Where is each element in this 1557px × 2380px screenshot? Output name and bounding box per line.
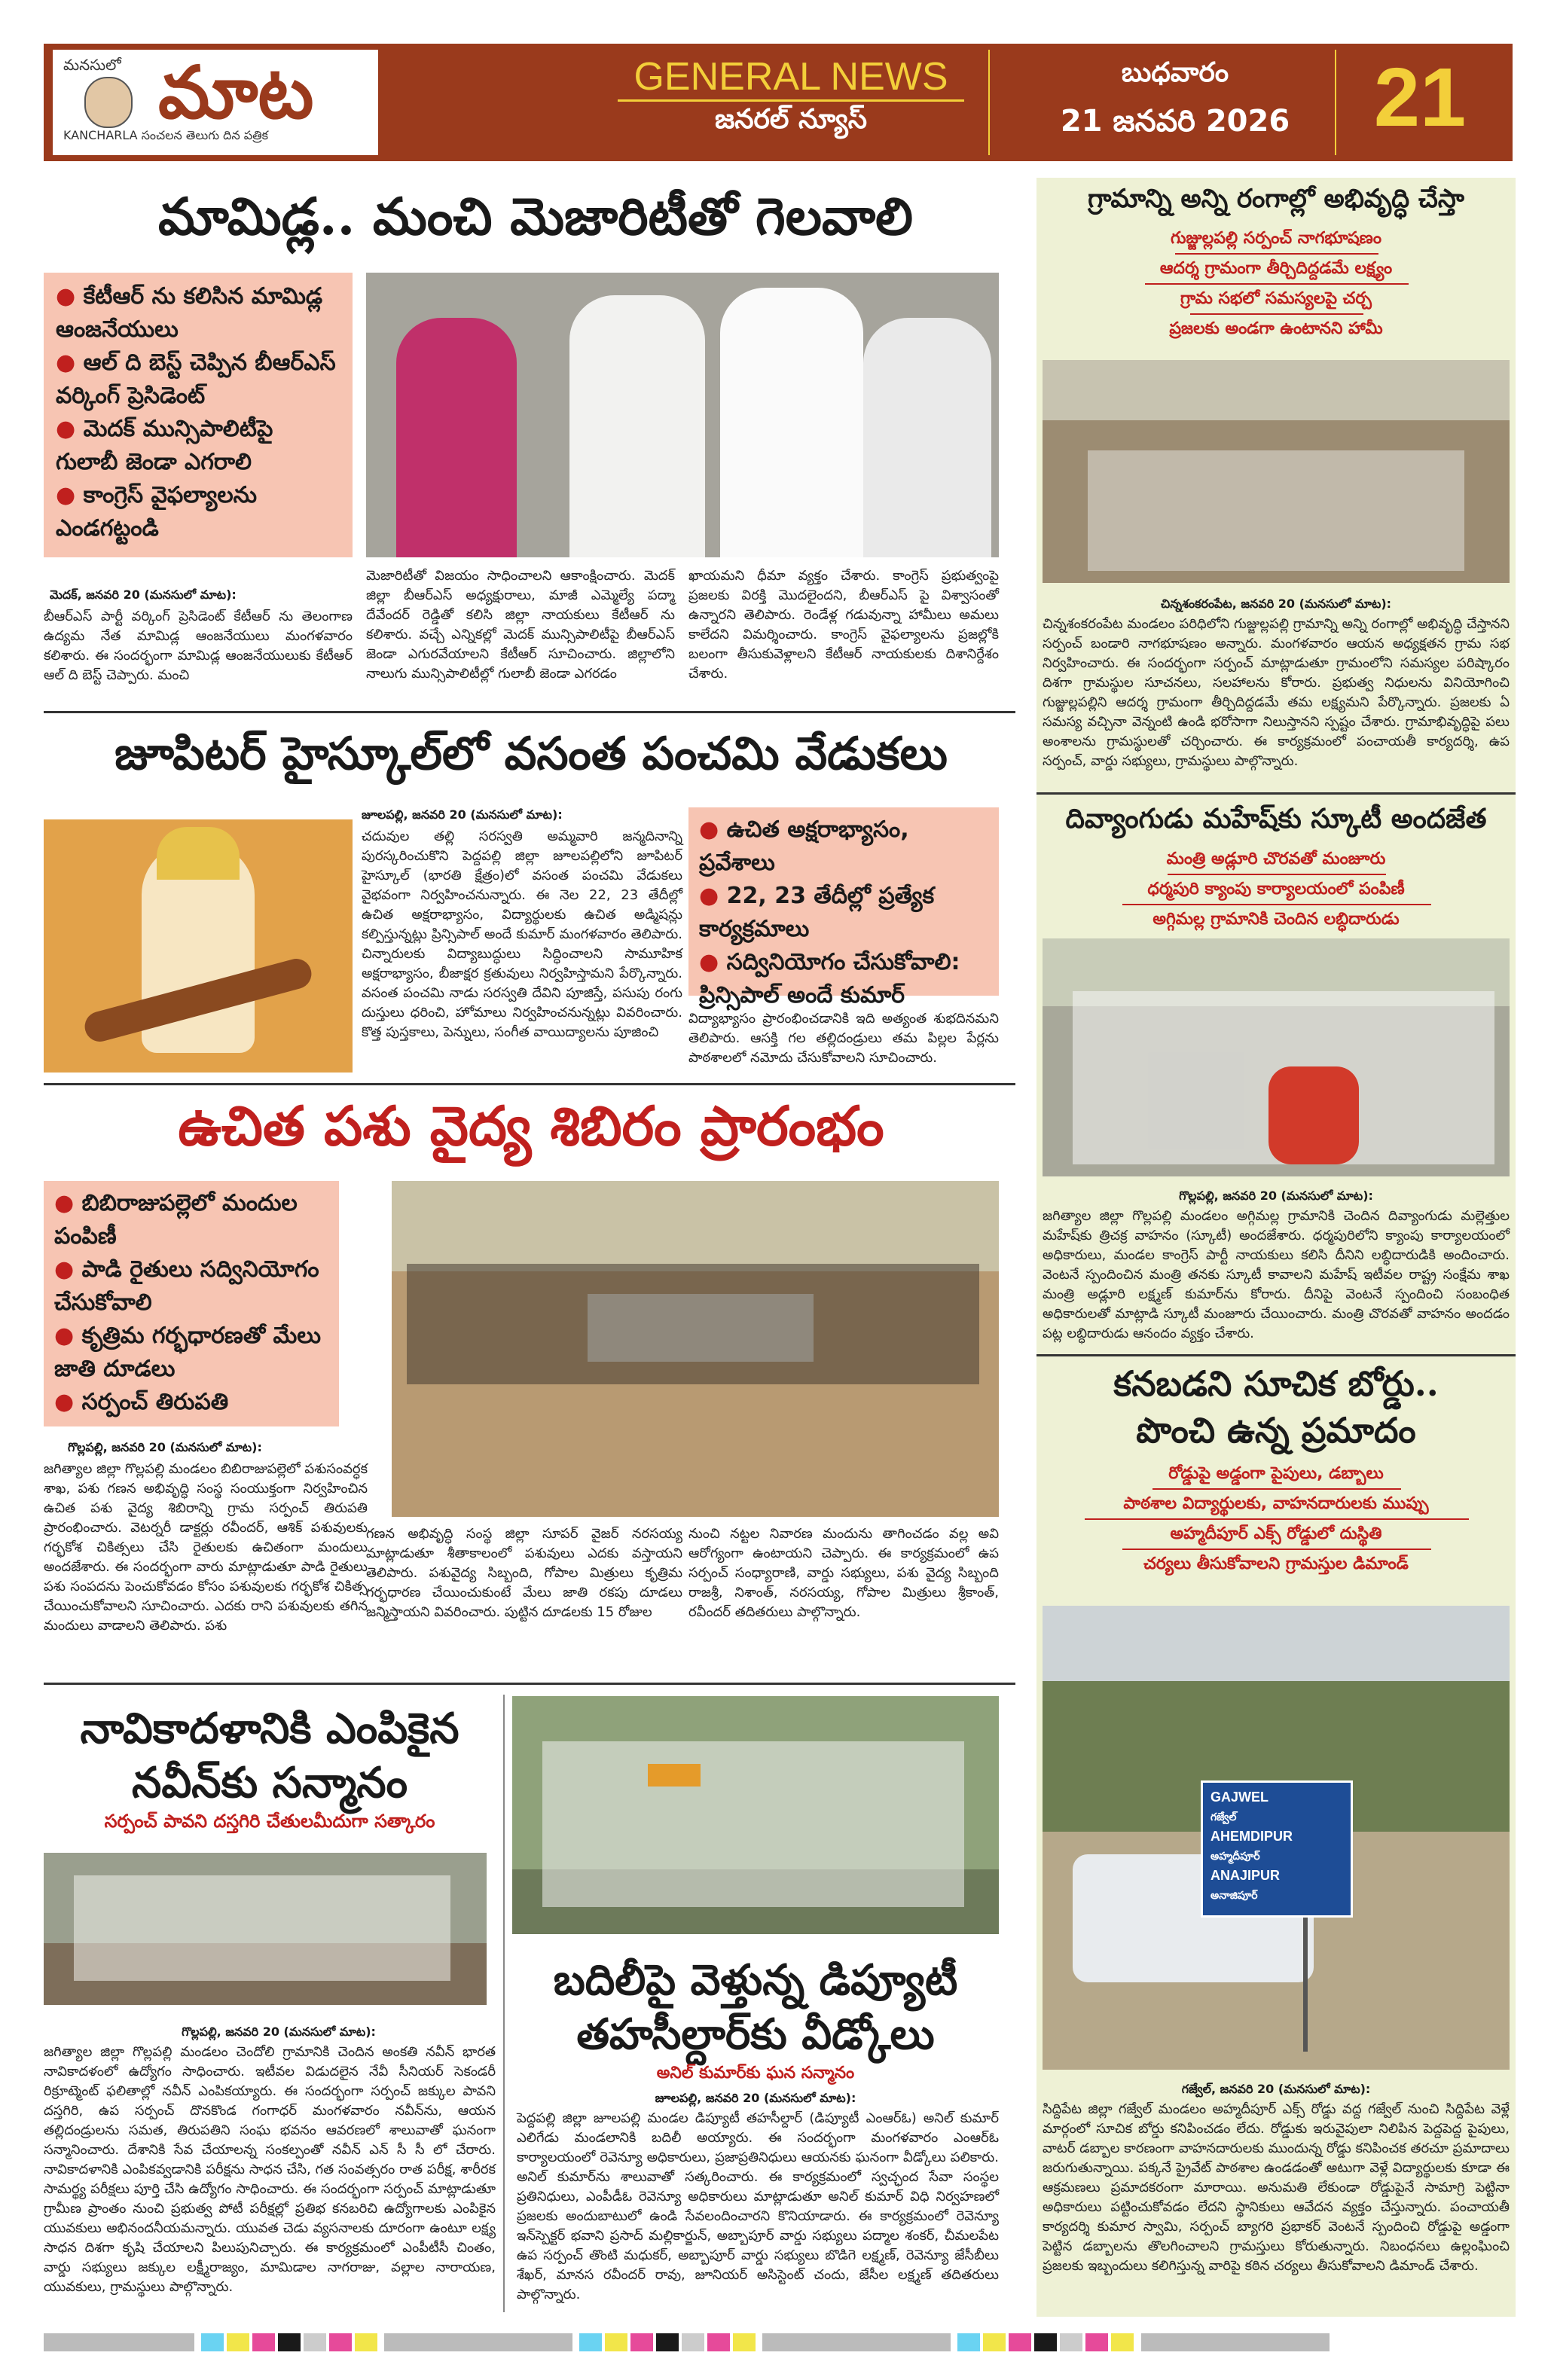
story3-highlights-box [44,1181,339,1426]
right1-photo [1043,360,1510,583]
subhead-underline [1168,874,1386,875]
story2-headline: జూపిటర్ హైస్కూల్‌లో వసంత పంచమి వేడుకలు [114,728,948,780]
logo-small-text: మనసులో [63,56,121,74]
story5-headline: బదిలీపై వెళ్తున్న డిప్యూటీ [553,1955,958,2005]
subhead-underline [1152,1488,1401,1490]
story2-dateline: జూలపల్లి, జనవరి 20 (మనసులో మాట): [362,807,563,822]
right3-subhead: పాఠశాల విద్యార్థులకు, వాహనదారులకు ముప్పు [1123,1494,1429,1513]
subhead-underline [1190,313,1363,315]
sign-text: ANAJIPUR [1210,1868,1281,1883]
story5-dateline: జూలపల్లి, జనవరి 20 (మనసులో మాట): [655,2091,856,2105]
right1-dateline: చిన్నశంకరంపేట, జనవరి 20 (మనసులో మాట): [1160,597,1392,611]
sign-text: గజ్వేల్ [1210,1811,1237,1823]
right3-photo [1043,1606,1510,2070]
highlight-item: ● పాడి రైతులు సద్వినియోగం చేసుకోవాలి [54,1256,319,1316]
story3-body: జగిత్యాల జిల్లా గొల్లపల్లి మండలం బిబిరాజుపల్లెలో పశుసంవర్ధక శాఖ, పశు గణన అభివృద్ధి సంస్థ సంయుక్తంగా నిర్వహించిన ఉచిత పశు వైద్య శిబిరాన్ని గ్రామ సర్పంచ్ తిరుపతి ప్రారంభించారు. వెటర్నరీ డాక్టర్లు రవీందర్, ఆశిక్ పశువులకు గర్భకోశ చికిత్సలు చేసి రైతులకు ఉచితంగా మందులు అందజేశారు. ఈ సందర్భంగా వారు మాట్లాడుతూ పాడి రైతులు పశు సంపదను పెంచుకోవడం కోసం పశువులకు గర్భకోశ చికిత్స చేయించుకోవాలని సూచించారు. ఎదకు రాని పశువులకు తగిన మందులు వాడాలని తెలిపారు. పశు [44,1461,368,1634]
right3-headline: కనబడని సూచిక బోర్డు.. [1113,1363,1439,1404]
highlight-item: ● ఆల్ ది బెస్ట్ చెప్పిన బీఆర్ఎస్ వర్కింగ్ ప్రెసిడెంట్ [56,349,336,409]
highlight-item: ● మెదక్ మున్సిపాలిటీపై గులాబీ జెండా ఎగరాలి [56,416,273,475]
section-title-english: GENERAL NEWS [633,55,948,99]
sign-text: అనాజిపూర్ [1210,1889,1258,1901]
story-divider [1036,1354,1516,1356]
right3-subhead: రోడ్డుపై అడ్డంగా పైపులు, డబ్బాలు [1168,1464,1384,1483]
right2-dateline: గొల్లపల్లి, జనవరి 20 (మనసులో మాట): [1179,1188,1373,1203]
section-divider [618,99,964,102]
issue-day: బుధవారం [1121,57,1229,88]
right3-body: సిద్దిపేట జిల్లా గజ్వేల్ మండలం అహ్మదీపూర్ ఎక్స్ రోడ్డు వద్ద గజ్వేల్ నుంచి సిద్దిపేట వెళ్లే మార్గంలో సూచిక బోర్డు కనిపించడం లేదు. రోడ్డుకు ఇరువైపులా నిలిపిన పెద్దపెద్ద పైపులు, వాటర్ డబ్బాల కారణంగా వాహనదారులకు ముందున్న రోడ్డు కనిపించక తరచూ ప్రమాదాలు జరుగుతున్నాయి. పక్కనే ప్రైవేట్ పాఠశాల ఉండడంతో అటుగా వెళ్లే విద్యార్థులకు కూడా ఈ ఆక్రమణలు ప్రమాదకరంగా మారాయి. అనుమతి లేకుండా రోడ్డుపైనే సామాగ్రి పెట్టినా అధికారులు పట్టించుకోవడం లేదని స్థానికులు ఆవేదన వ్యక్తం చేస్తున్నారు. పంచాయతీ కార్యదర్శి కుమార స్వామి, సర్పంచ్ బ్యాగరి ప్రభాకర్ వెంటనే స్పందించి రోడ్డుపై అడ్డంగా పెట్టిన డబ్బాలను తొలగించాలని గ్రామస్తులు కోరుతున్నారు. నిబంధనలు ఉల్లంఘించి ప్రజలకు ఇబ్బందులు కలిగిస్తున్న వారిపై కఠిన చర్యలు తీసుకోవాలని డిమాండ్ చేశారు. [1043,2101,1510,2274]
right2-subhead: అగ్గిమల్ల గ్రామానికి చెందిన లబ్ధిదారుడు [1152,910,1400,929]
story3-body: గణన అభివృద్ధి సంస్థ జిల్లా సూపర్ వైజర్ నరసయ్య మాట్లాడుతూ శీతాకాలంలో పశువులు ఎదకు వస్తాయని తెలిపారు. పశువైద్య సిబ్బంది, గోపాల మిత్రులు కృత్రిమ గర్భధారణ చేయించుకుంటే మేలు జాతి రకపు దూడలు జన్మిస్తాయని వివరించారు. పుట్టిన దూడలకు 15 రోజుల [366,1526,682,1620]
highlight-item: ● కాంగ్రెస్ వైఫల్యాలను ఎండగట్టండి [56,482,258,542]
story4-photo [44,1853,487,2005]
story-divider [44,1683,1015,1685]
color-registration-bar [44,2333,1513,2359]
highlight-item: ● బిబిరాజుపల్లెలో మందుల పంపిణీ [54,1190,298,1250]
right2-body: జగిత్యాల జిల్లా గొల్లపల్లి మండలం అగ్గిమల్ల గ్రామానికి చెందిన దివ్యాంగుడు మల్లెత్తుల మహేష్‌కు త్రిచక్ర వాహనం (స్కూటీ) అందజేశారు. ధర్మపురిలోని క్యాంపు కార్యాలయంలో అధికారులు, మండల కాంగ్రెస్ పార్టీ నాయకులు కలిసి దీనిని లబ్ధిదారుడికి అందించారు. వెంటనే స్పందించిన మంత్రి తనకు స్కూటీ కావాలని మహేష్ ఇటీవల రాష్ట్ర సంక్షేమ శాఖ మంత్రి అడ్లూరి లక్ష్మణ్ కుమార్‌ను కోరారు. దీనిపై వెంటనే స్పందించి సంబంధిత అధికారులతో మాట్లాడి స్కూటీ మంజూరు చేయించారు. మంత్రి చొరవతో వాహనం అందడం పట్ల లబ్ధిదారుడు ఆనందం వ్యక్తం చేశారు. [1043,1208,1510,1341]
sign-text: AHEMDIPUR [1210,1829,1293,1844]
right2-subhead: మంత్రి అడ్లూరి చొరవతో మంజూరు [1166,850,1386,868]
story4-dateline: గొల్లపల్లి, జనవరి 20 (మనసులో మాట): [182,2025,376,2039]
right1-headline: గ్రామాన్ని అన్ని రంగాల్లో అభివృద్ధి చేస్తా [1088,184,1464,214]
story2-photo-saraswati [44,819,353,1073]
highlight-item: ● 22, 23 తేదీల్లో ప్రత్యేక కార్యక్రమాలు [699,883,935,942]
story-divider [44,1083,1015,1085]
issue-date: 21 జనవరి 2026 [1060,104,1290,139]
right3-subhead: అహ్మదీపూర్ ఎక్స్ రోడ్డులో దుస్థితి [1170,1524,1382,1543]
highlight-item: ● సద్వినియోగం చేసుకోవాలి: ప్రిన్సిపాల్ అందే కుమార్ [699,949,960,1008]
story2-highlights-box [688,807,999,1008]
story1-dateline: మెదక్, జనవరి 20 (మనసులో మాట): [50,587,237,602]
right1-body: చిన్నశంకరంపేట మండలం పరిధిలోని గుజ్జుల్లపల్లి గ్రామాన్ని అన్ని రంగాల్లో అభివృద్ధి చేస్తానని సర్పంచ్ బండారి నాగభూషణం అన్నారు. మంగళవారం ఆయన అధ్యక్షతన గ్రామ సభ నిర్వహించారు. ఈ సందర్భంగా సర్పంచ్ మాట్లాడుతూ గ్రామంలోని సమస్యల పరిష్కారం దిశగా గ్రామస్థుల సూచనలు, సలహాలను కోరారు. ప్రభుత్వ నిధులను వినియోగించి గుజ్జుల్లపల్లిని ఆదర్శ గ్రామంగా తీర్చిదిద్దడమే తమ లక్ష్యమని పేర్కొన్నారు. ప్రజలకు ఏ సమస్య వచ్చినా వెన్నంటి ఉండి భరోసాగా నిలుస్తానని స్పష్టం చేశారు. గ్రామాభివృద్ధిపై పలు అంశాలను గ్రామస్థులతో చర్చించారు. ఈ కార్యక్రమంలో పంచాయతీ కార్యదర్శి, ఉప సర్పంచ్, వార్డు సభ్యులు, గ్రామస్థులు పాల్గొన్నారు. [1043,616,1510,769]
highlight-item: ● కేటీఆర్ ను కలిసిన మామిడ్ల ఆంజనేయులు [56,283,323,343]
right1-subhead: గ్రామ సభలో సమస్యలపై చర్చ [1180,289,1372,308]
story5-subhead: అనిల్ కుమార్‌కు ఘన సన్మానం [656,2064,855,2082]
story4-headline: నవీన్‌కు సన్మానం [132,1758,408,1808]
road-sign [1201,1780,1353,1918]
story2-body: చదువుల తల్లి సరస్వతి అమ్మవారి జన్మదినాన్ని పురస్కరించుకొని పెద్దపల్లి జిల్లా జూలపల్లిలోని జూపిటర్ హైస్కూల్ (భారతి క్షేత్రం)లో వసంత పంచమి వేడుకలు వైభవంగా నిర్వహించనున్నారు. ఈ నెల 22, 23 తేదీల్లో ఉచిత అక్షరాభ్యాసం, విద్యార్థులకు ఉచిత అడ్మిషన్లు కల్పిస్తున్నట్లు ప్రిన్సిపాల్ అందే కుమార్ మంగళవారం తెలిపారు. చిన్నారులకు విద్యాబుద్ధులు సిద్ధించాలని సామూహిక అక్షరాభ్యాసం, బీజాక్షర క్రతువులు నిర్వహిస్తామని పేర్కొన్నారు. వసంత పంచమి నాడు సరస్వతి దేవిని పూజిస్తే, పసుపు రంగు దుస్తులు ధరించి, హోమాలు నిర్వహించనున్నట్లు వివరించారు. కొత్త పుస్తకాలు, పెన్నులు, సంగీత వాయిద్యాలను పూజించి [362,828,682,1040]
right2-photo [1043,938,1510,1176]
logo-portrait-icon [84,77,133,128]
highlight-item: ● ఉచిత అక్షరాభ్యాసం, ప్రవేశాలు [699,816,909,876]
right1-subhead: ప్రజలకు అండగా ఉంటానని హామీ [1169,319,1383,338]
sign-text: GAJWEL [1210,1790,1269,1805]
story5-photo [512,1696,999,1934]
story4-subhead: సర్పంచ్ పావని దస్తగిరి చేతులమీదుగా సత్కారం [104,1811,435,1832]
header-divider [1335,50,1336,155]
story1-body: ఖాయమని ధీమా వ్యక్తం చేశారు. కాంగ్రెస్ ప్రభుత్వంపై ప్రజలకు విరక్తి మొదలైందని, బీఆర్ఎస్ పై విశ్వాసంతో ఉన్నారని తెలిపారు. రెండేళ్ల గడువున్నా హామీలు అమలు కాలేదని విమర్శించారు. కాంగ్రెస్ వైఫల్యాలను ప్రజల్లోకి బలంగా తీసుకువెళ్లాలని కేటీఆర్ నాయకులకు దిశానిర్దేశం చేశారు. [688,568,999,682]
right2-headline: దివ్యాంగుడు మహేష్‌కు స్కూటీ అందజేత [1065,803,1487,835]
story-divider [44,711,1015,713]
subhead-underline [1122,904,1431,905]
right2-subhead: ధర్మపురి క్యాంపు కార్యాలయంలో పంపిణీ [1147,880,1405,899]
right3-dateline: గజ్వేల్, జనవరి 20 (మనసులో మాట): [1181,2082,1371,2096]
subhead-underline [1122,1549,1431,1550]
sign-text: అహ్మదీపూర్ [1210,1850,1260,1862]
story2-body: విద్యాభ్యాసం ప్రారంభించడానికి ఇది అత్యంత శుభదినమని తెలిపారు. ఆసక్తి గల తల్లిదండ్రులు తమ పిల్లల పేర్లను పాఠశాలలో నమోదు చేసుకోవాలని సూచించారు. [688,1011,999,1066]
page-number: 21 [1373,51,1467,144]
story3-photo [392,1181,999,1517]
logo-wordmark: మాట [158,50,314,135]
right3-subhead: చర్యలు తీసుకోవాలని గ్రామస్తుల డిమాండ్ [1143,1555,1409,1573]
story5-body: పెద్దపల్లి జిల్లా జూలపల్లి మండల డిప్యూటీ తహసీల్దార్ (డిప్యూటీ ఎంఆర్ఓ) అనిల్ కుమార్ ఎలిగేడు మండలానికి బదిలీ అయ్యారు. ఈ సందర్భంగా మంగళవారం ఎంఆర్ఓ కార్యాలయంలో రెవెన్యూ అధికారులు, ప్రజాప్రతినిధులు ఆయనకు ఘనంగా వీడ్కోలు పలికారు. అనిల్ కుమార్‌ను శాలువాతో సత్కరించారు. ఈ కార్యక్రమంలో స్వచ్ఛంద సేవా సంస్థల ప్రతినిధులు, ఎంపీడీఓ రెవెన్యూ అధికారులు మాట్లాడుతూ అనిల్ కుమార్ విధి నిర్వహణలో ప్రజలకు అందుబాటులో ఉండి సేవలందించారని కొనియాడారు. ఈ కార్యక్రమంలో రెవెన్యూ ఇన్‌స్పెక్టర్ భవాని ప్రసాద్ మల్లికార్జున్, అబ్బాపూర్ వార్డు సభ్యులు పద్మాల శంకర్, చీమలపేట ఉప సర్పంచ్ తొంటి మధుకర్, అబ్బాపూర్ వార్డు సభ్యులు బొడిగె లక్ష్మణ్, రెవెన్యూ జేసీబీలు శేఖర్, మానస రవీందర్ రావు, జూనియర్ అసిస్టెంట్ చందు, జేసీల లక్ష్మణ్ తదితరులు పాల్గొన్నారు. [517,2110,999,2302]
story4-body: జగిత్యాల జిల్లా గొల్లపల్లి మండలం చెందోలి గ్రామానికి చెందిన అంకతి నవీన్ భారత నావికాదళంలో ఉద్యోగం సాధించారు. ఇటీవల విడుదలైన నేవీ సీనియర్ సెకండరీ రిక్రూట్మెంట్ ఫలితాల్లో నవీన్ ఎంపికయ్యారు. ఈ సందర్భంగా సర్పంచ్ జక్కుల పావని దస్తగిరి, ఉప సర్పంచ్ దొనకొండ గంగాధర్ మంగళవారం నవీన్‌ను, ఆయన తల్లిదండ్రులను సమత, తిరుపతిని సంఘ భవనం ఆవరణలో శాలువాతో ఘనంగా సన్మానించారు. దేశానికి సేవ చేయాలన్న సంకల్పంతో నవీన్ ఎన్ సీ సీ లో చేరారు. నావికాదళానికి ఎంపికవ్వడానికి పరీక్షను సాధన చేసి, గత సంవత్సరం రాత పరీక్ష, శారీరక సామర్థ్య పరీక్షలు పూర్తి చేసి ఉద్యోగం సాధించారు. ఈ సందర్భంగా సర్పంచ్ మాట్లాడుతూ గ్రామీణ ప్రాంతం నుంచి ప్రభుత్వ పోటీ పరీక్షల్లో ప్రతిభ కనబరిచి ఉద్యోగాలకు ఎంపికైన యువకులు అభినందనీయమన్నారు. యువత చెడు వ్యసనాలకు దూరంగా ఉంటూ లక్ష్య సాధన దిశగా కృషి చేయాలని పిలుపునిచ్చారు. ఈ కార్యక్రమంలో ఎంపీటీసీ చింతం, వార్డు సభ్యులు జక్కుల లక్ష్మీరాజ్యం, మామిడాల నాగరాజు, వల్లాల నారాయణ, యువకులు, గ్రామస్థులు పాల్గొన్నారు. [44,2044,496,2295]
story1-body: బీఆర్ఎస్ పార్టీ వర్కింగ్ ప్రెసిడెంట్ కేటీఆర్ ను తెలంగాణ ఉద్యమ నేత మామిడ్ల ఆంజనేయులు మంగళవారం కలిశారు. ఈ సందర్భంగా మామిడ్ల ఆంజనేయులుకు కేటీఆర్ ఆల్ ది బెస్ట్ చెప్పారు. మంచి [44,609,353,683]
highlight-item: ● సర్పంచ్ తిరుపతి [54,1389,229,1415]
logo-tagline: KANCHARLA సంచలన తెలుగు దిన పత్రిక [63,128,269,142]
right1-subhead: ఆదర్శ గ్రామంగా తీర్చిదిద్దడమే లక్ష్యం [1159,259,1393,278]
subhead-underline [1145,283,1409,285]
story1-photo [366,273,999,557]
section-title-telugu: జనరల్ న్యూస్ [714,104,868,135]
story3-headline: ఉచిత పశు వైద్య శిబిరం ప్రారంభం [178,1094,884,1158]
story1-headline: మామిడ్ల.. మంచి మెజారిటీతో గెలవాలి [157,187,914,247]
subhead-underline [1085,1518,1469,1520]
story4-headline: నావికాదళానికి ఎంపికైన [80,1704,459,1753]
column-divider [503,1695,505,2312]
story1-highlights-box [44,273,353,557]
highlight-item: ● కృత్రిమ గర్భధారణతో మేలు జాతి దూడలు [54,1323,321,1382]
right1-subhead: గుజ్జుల్లపల్లి సర్పంచ్ నాగభూషణం [1171,229,1381,248]
right3-headline: పొంచి ఉన్న ప్రమాదం [1136,1410,1416,1451]
story-divider [1036,792,1516,795]
story3-body: నుంచి నట్టల నివారణ మందును తాగించడం వల్ల అవి ఆరోగ్యంగా ఉంటాయని చెప్పారు. ఈ కార్యక్రమంలో ఉప సర్పంచ్ సంధ్యారాణి, వార్డు సభ్యులు, పశు వైద్య సిబ్బంది రాజశ్రీ, నిశాంత్, నరసయ్య, గోపాల మిత్రులు శ్రీకాంత్, రవీందర్ తదితరులు పాల్గొన్నారు. [688,1526,999,1620]
story3-dateline: గొల్లపల్లి, జనవరి 20 (మనసులో మాట): [68,1440,262,1454]
header-divider [988,50,990,155]
subhead-underline [1175,253,1378,255]
story1-body: మెజారిటీతో విజయం సాధించాలని ఆకాంక్షించారు. మెదక్ జిల్లా బీఆర్ఎస్ అధ్యక్షురాలు, మాజీ ఎమ్మెల్యే పద్మా దేవేందర్ రెడ్డితో కలిసి జిల్లా నాయకులు కేటీఆర్ ను కలిశారు. వచ్చే ఎన్నికల్లో మెదక్ మున్సిపాలిటీపై బీఆర్ఎస్ జెండా ఎగురవేయాలని కేటీఆర్ సూచించారు. జిల్లాలోని నాలుగు మున్సిపాలిటీల్లో గులాబీ జెండా ఎగరడం [366,568,675,682]
story5-headline: తహసీల్దార్‌కు వీడ్కోలు [576,2009,935,2059]
